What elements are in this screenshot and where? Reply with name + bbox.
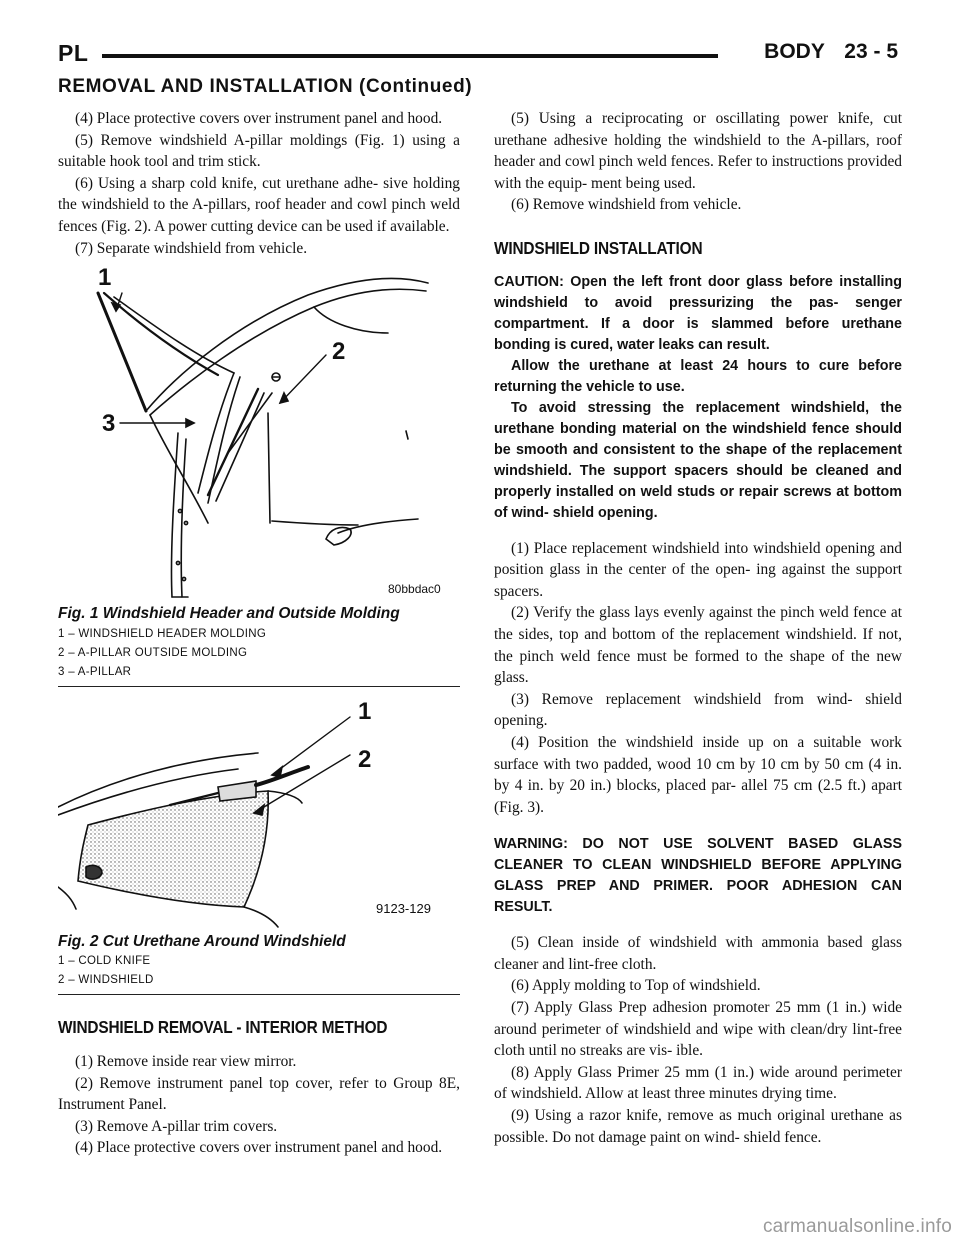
page-subheading: REMOVAL AND INSTALLATION (Continued) [58,76,473,97]
warning-block [494,834,902,918]
caution-text: To avoid stressing the replacement windshield, the urethane bonding material on the windshield fence should be smooth and consistent to the shape of the replacement windshield. The support spacers should be cleaned and properly installed on weld studs or repair screws at bottom of wind- shield opening. [494,399,902,521]
header-rule [102,54,718,58]
paragraph: (4) Place protective covers over instrument panel and hood. [75,1139,443,1157]
figure-divider [58,686,460,687]
legend-item: 2 – WINDSHIELD [58,974,154,987]
paragraph: (3) Remove A-pillar trim covers. [75,1117,278,1135]
paragraph: (6) Remove windshield from vehicle. [511,196,742,214]
page-header [58,40,898,74]
paragraph: (3) Remove replacement windshield from wind- shield opening. [494,690,902,730]
figure-2 [58,697,460,996]
right-column [494,108,902,1148]
watermark: carmanualsonline.info [762,1216,952,1237]
fig1-callout-1: 1 [98,264,112,292]
fig1-callout-2: 2 [332,338,346,366]
section-title: WINDSHIELD INSTALLATION [494,237,703,258]
paragraph: (6) Apply molding to Top of windshield. [511,977,761,995]
caution-text: Allow the urethane at least 24 hours to cure before returning the vehicle to use. [494,357,902,395]
paragraph: (5) Remove windshield A-pillar moldings (Fig. 1) using a suitable hook tool and trim stick. [58,131,460,171]
fig1-code: 80bbdac0 [388,582,441,597]
paragraph: (4) Position the windshield inside up on a suitable work surface with two padded, wood 10 cm by 10 cm by 50 cm (4 in. by 4 in. by 20 in.) blocks, placed par- allel 75 cm (2.5 ft.) apart (Fig. 3). [494,733,902,816]
paragraph: (7) Apply Glass Prep adhesion promoter 25 mm (1 in.) wide around perimeter of windshield and wipe with clean/dry lint-free cloth until no streaks are vis- ible. [494,999,902,1060]
fig2-legend [58,952,460,990]
fig1-caption: Fig. 1 Windshield Header and Outside Molding [58,605,400,623]
paragraph: (6) Using a sharp cold knife, cut urethane adhe- sive holding the windshield to the A-pillars, roof header and cowl pinch weld fences (Fig. 2). A power cutting device can be used if available. [58,174,460,235]
paragraph: (7) Separate windshield from vehicle. [75,239,308,257]
paragraph: (1) Place replacement windshield into windshield opening and position glass in the center of the open- ing against the support spacers. [494,539,902,600]
fig1-legend [58,625,460,682]
fig1-callout-3: 3 [102,410,116,438]
fig2-code: 9123-129 [376,900,431,916]
paragraph: (8) Apply Glass Primer 25 mm (1 in.) wide around perimeter of windshield. Allow at least three minutes drying time. [494,1063,902,1103]
legend-item: 3 – A-PILLAR [58,665,132,678]
left-column [58,108,460,1159]
figure-divider [58,994,460,995]
header-section-title: BODY [764,40,825,63]
fig2-callout-2: 2 [358,745,372,773]
paragraph: (9) Using a razor knife, remove as much original urethane as possible. Do not damage paint on wind- shield fence. [494,1107,902,1146]
caution-text: CAUTION: Open the left front door glass before installing windshield to avoid pressurizing the pas- senger compartment. If a door is slammed before urethane bonding is cured, water leaks can result. [494,273,902,353]
warning-text: WARNING: DO NOT USE SOLVENT BASED GLASS CLEANER TO CLEAN WINDSHIELD BEFORE APPLYING GLASS PREP AND PRIMER. POOR ADHESION CAN RESULT. [494,836,902,916]
legend-item: 2 – A-PILLAR OUTSIDE MOLDING [58,646,248,659]
paragraph: (5) Clean inside of windshield with ammonia based glass cleaner and lint-free cloth. [494,934,902,973]
figure-1 [58,263,460,687]
section-title: WINDSHIELD REMOVAL - INTERIOR METHOD [58,1017,388,1038]
fig2-callout-1: 1 [358,697,372,725]
paragraph: (5) Using a reciprocating or oscillating power knife, cut urethane adhesive holding the windshield to the A-pillars, roof header and cowl pinch weld fences. Refer to instructions provided with the equip- ment being used. [494,110,902,192]
legend-item: 1 – COLD KNIFE [58,955,151,968]
paragraph: (2) Remove instrument panel top cover, refer to Group 8E, Instrument Panel. [58,1074,460,1114]
fig2-caption: Fig. 2 Cut Urethane Around Windshield [58,932,346,950]
header-right [750,40,898,64]
paragraph: (4) Place protective covers over instrument panel and hood. [75,110,443,127]
page-number: 23 - 5 [844,40,898,63]
paragraph: (2) Verify the glass lays evenly against the pinch weld fence at the sides, top and bottom of the replacement windshield. If not, the pinch weld fence must be formed to the shape of the new glass. [494,604,902,687]
paragraph: (1) Remove inside rear view mirror. [75,1052,297,1070]
legend-item: 1 – WINDSHIELD HEADER MOLDING [58,627,267,640]
fig1-illustration [58,263,460,601]
header-section-code: PL [58,40,89,66]
fig2-illustration [58,697,460,929]
